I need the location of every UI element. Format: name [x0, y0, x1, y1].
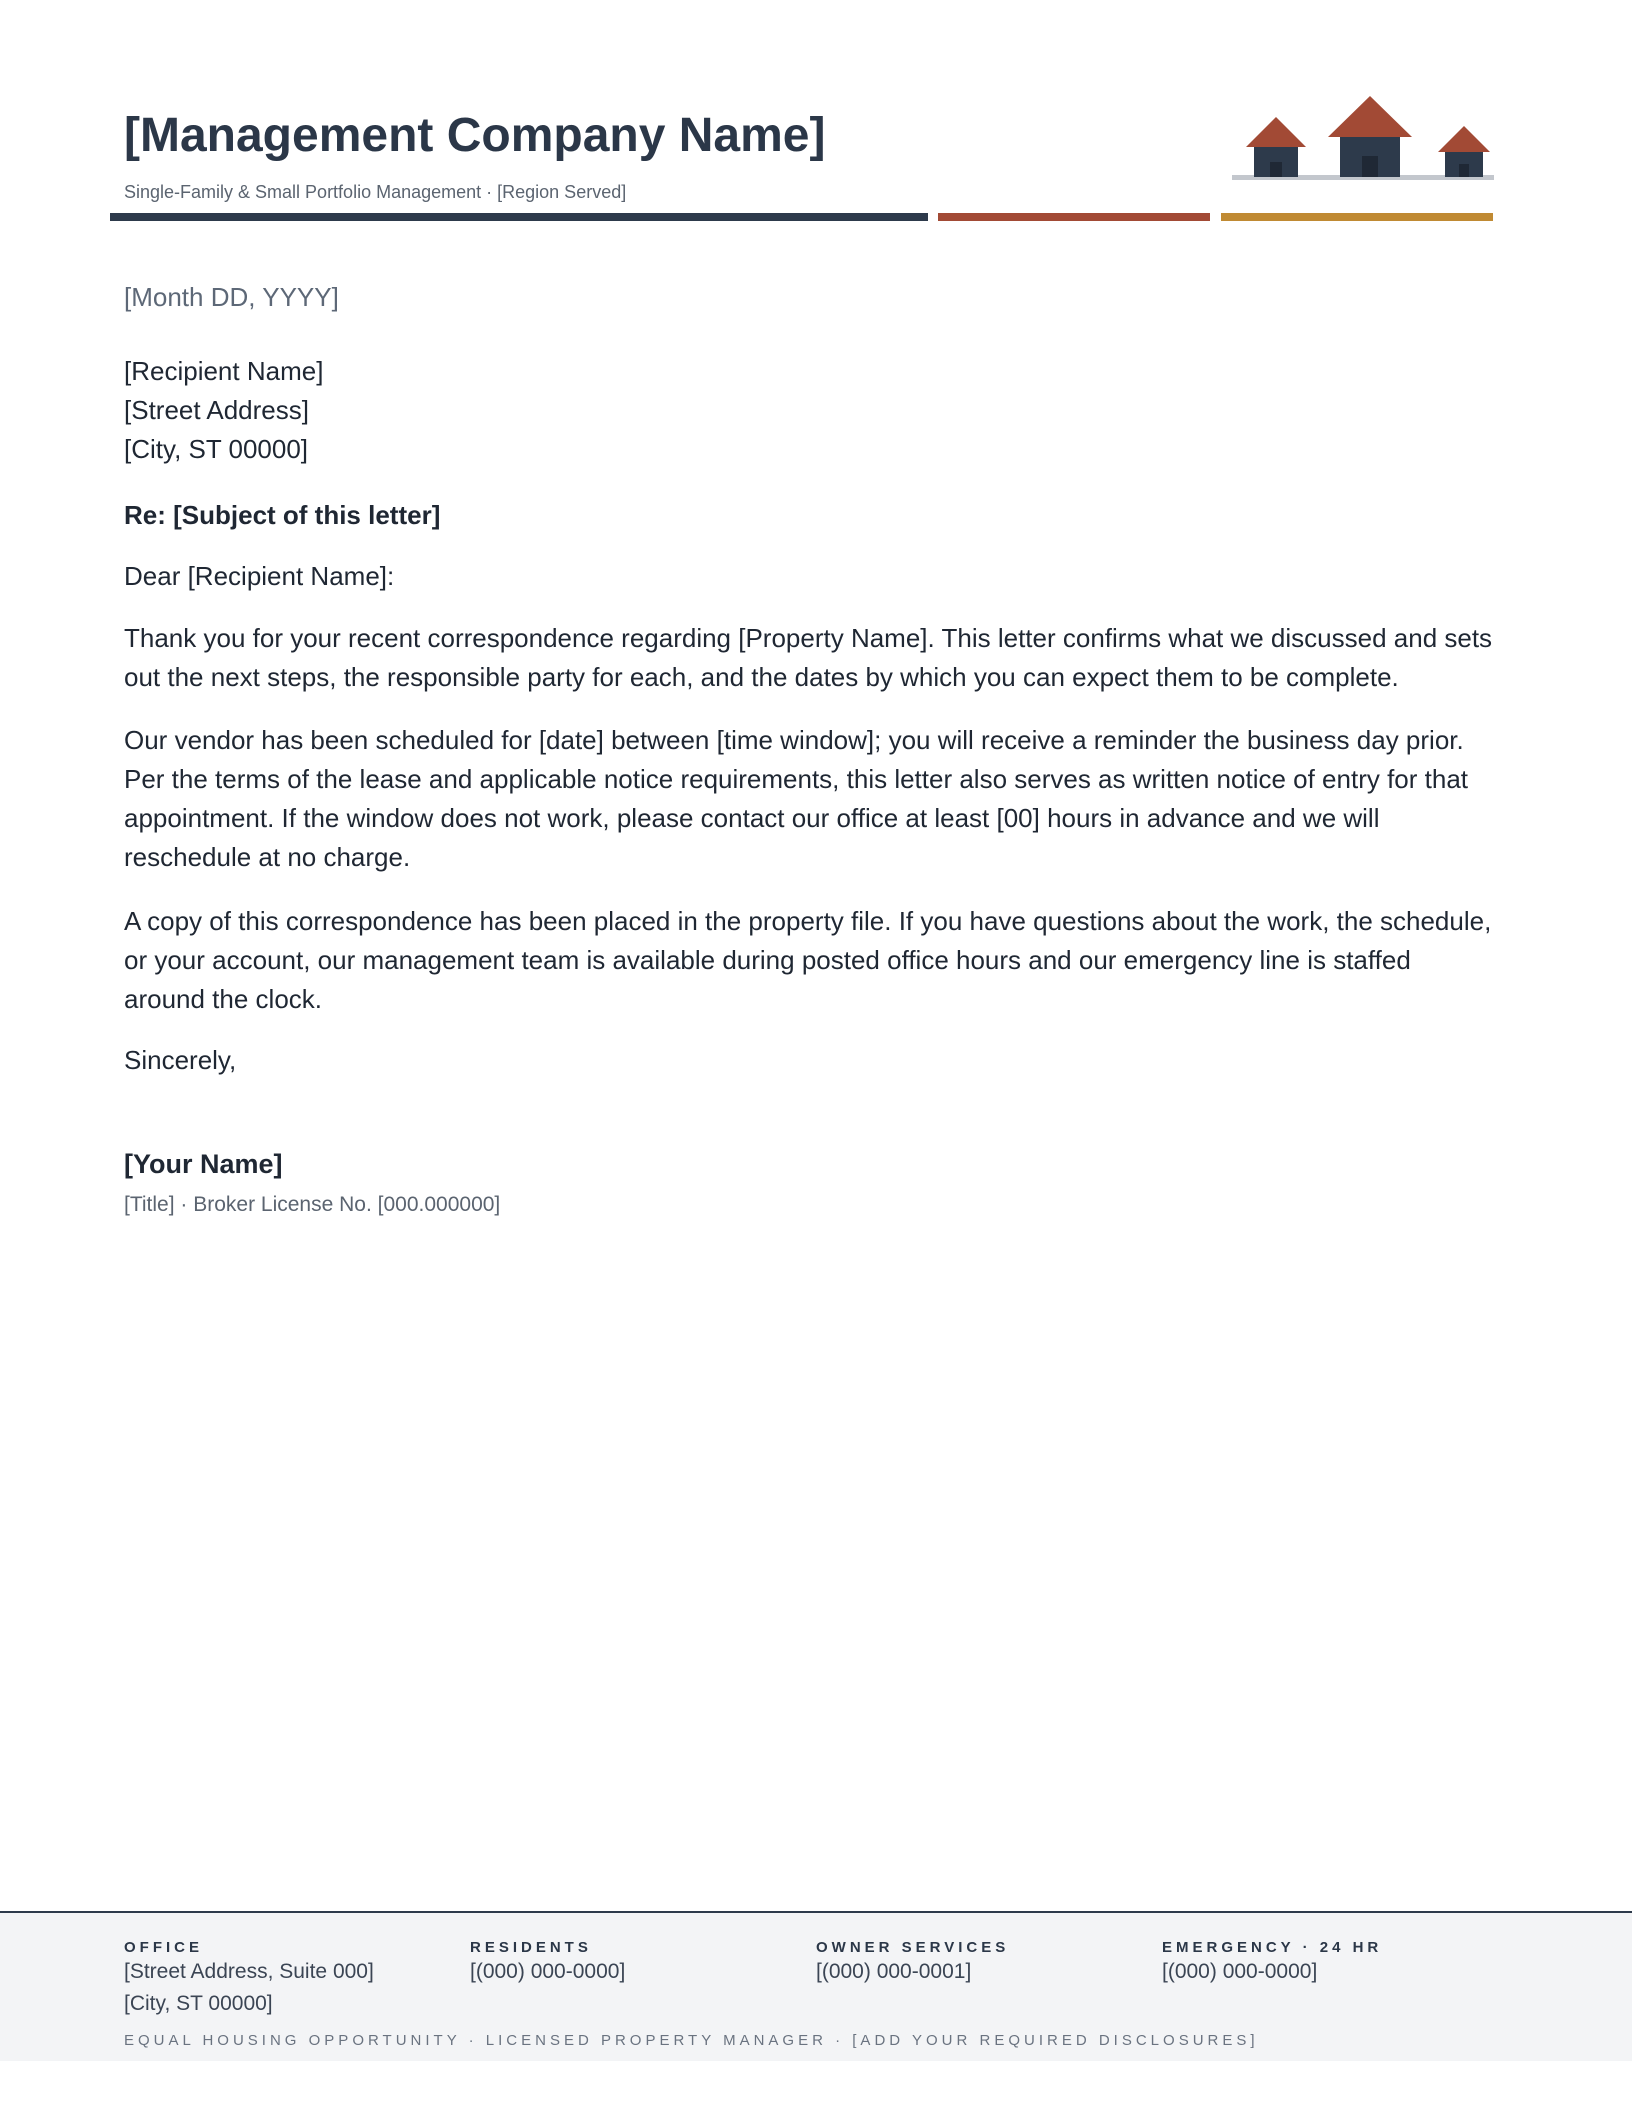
- footer-owner-services: [816, 1939, 1009, 1988]
- letter-date: [Month DD, YYYY]: [124, 282, 339, 312]
- company-tagline: Single-Family & Small Portfolio Management · [Region Served]: [124, 182, 627, 202]
- header-rule-brick: [938, 213, 1210, 221]
- signer-title: [Title] · Broker License No. [000.000000]: [124, 1193, 501, 1216]
- footer: [0, 1911, 1632, 2061]
- footer-residents: [470, 1939, 625, 1988]
- company-name: [Management Company Name]: [124, 109, 826, 162]
- recipient-city: [City, ST 00000]: [124, 434, 309, 464]
- body-paragraph: Our vendor has been scheduled for [date] between [time window]; you will receive a reminder the business day prior. Per the terms of the lease and applicable notice requirements, this letter also serves as written notice of entry for that appointment. If the window does not work, please contact our office at least [00] hours in advance and we will reschedule at no charge.: [124, 725, 1469, 872]
- footer-emergency: [1162, 1939, 1382, 1988]
- recipient-address: [124, 352, 323, 469]
- houses-icon: [1232, 92, 1494, 188]
- footer-disclosure: EQUAL HOUSING OPPORTUNITY · LICENSED PROPERTY MANAGER · [ADD YOUR REQUIRED DISCLOSURES]: [124, 2032, 1259, 2049]
- door-right: [1459, 164, 1469, 177]
- body-paragraph: Thank you for your recent correspondence regarding [Property Name]. This letter confirms what we discussed and sets out the next steps, the responsible party for each, and the dates by which you can expect them to be complete.: [124, 623, 1493, 692]
- footer-office-street: [Street Address, Suite 000]: [124, 1960, 374, 1983]
- roof-right: [1438, 126, 1490, 152]
- header-rule-gold: [1221, 213, 1493, 221]
- recipient-street: [Street Address]: [124, 395, 309, 425]
- roof-center: [1328, 96, 1412, 137]
- footer-office-city: [City, ST 00000]: [124, 1992, 273, 2015]
- footer-office-heading: OFFICE: [124, 1939, 203, 1956]
- door-left: [1270, 162, 1282, 177]
- header-rule-navy: [110, 213, 928, 221]
- closing: Sincerely,: [124, 1045, 237, 1075]
- recipient-name: [Recipient Name]: [124, 356, 324, 386]
- footer-emergency-phone: [(000) 000-0000]: [1162, 1960, 1318, 1983]
- footer-owner-services-phone: [(000) 000-0001]: [816, 1960, 972, 1983]
- roof-left: [1246, 117, 1306, 147]
- salutation: Dear [Recipient Name]:: [124, 561, 395, 591]
- footer-residents-heading: RESIDENTS: [470, 1939, 592, 1956]
- footer-office: [124, 1939, 374, 2020]
- signer-name: [Your Name]: [124, 1149, 283, 1179]
- body-paragraph: A copy of this correspondence has been placed in the property file. If you have questions about the work, the schedule, or your account, our management team is available during posted office hours and our emergency line is staffed around the clock.: [124, 906, 1492, 1014]
- door-center: [1362, 156, 1378, 177]
- footer-emergency-heading: EMERGENCY · 24 HR: [1162, 1939, 1383, 1956]
- subject-line: Re: [Subject of this letter]: [124, 500, 441, 530]
- footer-residents-phone: [(000) 000-0000]: [470, 1960, 626, 1983]
- footer-owner-services-heading: OWNER SERVICES: [816, 1939, 1010, 1956]
